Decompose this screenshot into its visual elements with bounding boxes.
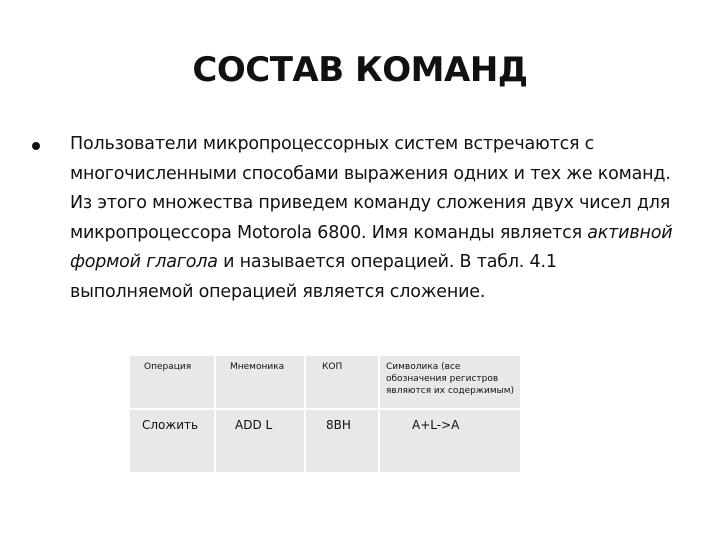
table-row	[129, 409, 521, 472]
slide-title: СОСТАВ КОМАНД	[192, 50, 528, 90]
header-cell-mnemonic: Мнемоника	[215, 356, 305, 409]
cell-symbolics: A+L->A	[379, 409, 521, 472]
paragraph-emphasis: активной формой глагола	[70, 222, 673, 272]
header-cell-opcode: КОП	[305, 356, 379, 409]
paragraph-text-part2: и называется операцией. В табл. 4.1 выполняемой операцией является сложение.	[70, 252, 557, 302]
table-header-row	[129, 356, 521, 409]
cell-operation: Сложить	[129, 409, 215, 472]
paragraph-text-part1: Пользователи микропроцессорных систем встречаются с многочисленными способами выражения одних и тех же команд. Из этого множества приведем команду сложения двух чисел для микропроцессора Motorola 6800. Имя команды является	[70, 134, 671, 243]
cell-mnemonic: ADD L	[215, 409, 305, 472]
bullet-paragraph	[70, 130, 685, 307]
header-cell-symbolics: Символика (все обозначения регистров являются их содержимым)	[379, 356, 521, 409]
command-table	[128, 356, 522, 472]
cell-opcode: 8BH	[305, 409, 379, 472]
header-cell-operation: Операция	[129, 356, 215, 409]
bullet-point-icon	[32, 142, 40, 150]
